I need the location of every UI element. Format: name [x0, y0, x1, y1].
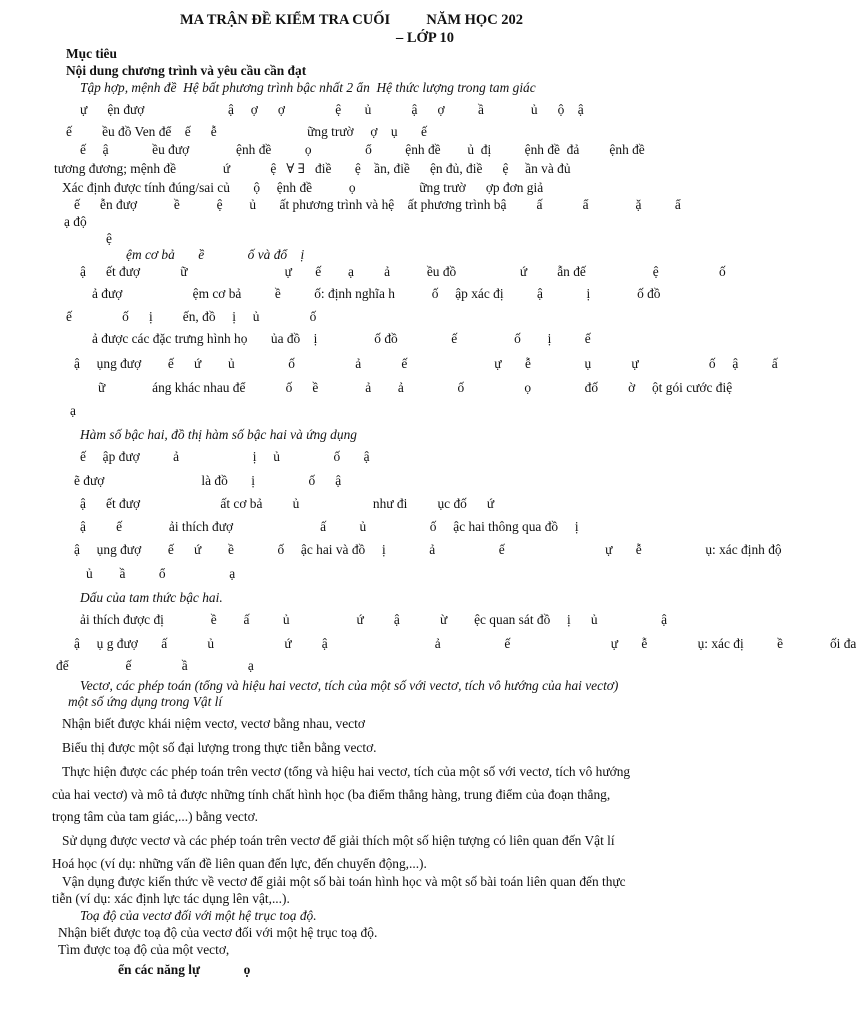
doc-line: trọng tâm của tam giác,...) bằng vectơ. [52, 809, 259, 824]
doc-line: của hai vectơ) và mô tả được những tính chất hình học (ba điểm thẳng hàng, trung điểm của đoạn thẳng, [52, 787, 611, 802]
doc-line: Hàm số bậc hai, đồ thị hàm số bậc hai và ứng dụng [80, 427, 357, 442]
doc-line: ủ ầ ổ ạ [86, 566, 236, 581]
doc-line: ế ậ ều đượ ệnh đề ọ ổ ệnh đề ủ đị ệnh đề đả ệnh đề [80, 142, 645, 157]
doc-line: ậ ụ g đượ ấ ủ ứ ậ ả ế ự ễ ụ: xác đị ề ối đa [74, 636, 856, 651]
doc-line: ả đượ ệm cơ bả ề ố: định nghĩa h ố ập xác đị ậ ị ố đồ [92, 286, 661, 301]
doc-line: Xác định được tính đúng/sai củ ộ ệnh đề ọ ững trườ ợp đơn giả [62, 180, 544, 195]
doc-line: Nhận biết được khái niệm vectơ, vectơ bằng nhau, vectơ [62, 716, 365, 731]
doc-line: Vận dụng được kiến thức về vectơ để giải một số bài toán hình học và một số bài toán liên quan đến thực [62, 874, 626, 889]
doc-line: để ế ầ ạ [56, 658, 254, 673]
doc-line: ế ố ị ến, đồ ị ủ ố [66, 309, 317, 324]
doc-line: ẽ đượ là đồ ị ố ậ [74, 473, 342, 488]
doc-line: ả được các đặc trưng hình họ ủa đồ ị ố đồ ế ố ị ế [92, 331, 591, 346]
doc-line: một số ứng dụng trong Vật lí [68, 694, 223, 709]
doc-line: ạ [70, 403, 76, 418]
doc-line: ế ễn đượ ề ệ ủ ất phương trình và hệ ất phương trình bậ ấ ẩ ặ ẩ [74, 197, 681, 212]
doc-line: ệm cơ bả ề ố và đổ ị [126, 247, 305, 262]
doc-line: ậ ụng đượ ế ứ ủ ố ả ế ự ễ ụ ự ố ậ ấ [74, 356, 778, 371]
doc-line: Dấu của tam thức bậc hai. [80, 590, 223, 605]
doc-line: Nhận biết được toạ độ của vectơ đối với một hệ trục toạ độ. [58, 925, 378, 940]
doc-line: Tập hợp, mệnh đề Hệ bất phương trình bậc nhất 2 ẩn Hệ thức lượng trong tam giác [80, 80, 536, 95]
doc-line: ậ ụng đượ ế ứ ề ố ậc hai và đồ ị ả ế ự ễ ụ: xác định độ [74, 542, 782, 557]
doc-line: ế ập đượ ả ị ủ ố ậ [80, 449, 370, 464]
document-title: MA TRẬN ĐỀ KIỂM TRA CUỐI NĂM HỌC 202 [180, 12, 524, 28]
doc-line: ạ độ [64, 214, 87, 229]
doc-line: Biểu thị được một số đại lượng trong thực tiễn bằng vectơ. [62, 740, 377, 755]
document-subtitle: – LỚP 10 [396, 30, 455, 46]
doc-line: Nội dung chương trình và yêu cầu cần đạt [66, 63, 307, 78]
doc-line: Mục tiêu [66, 46, 117, 61]
doc-line: tương đương; mệnh đề ứ ệ ∀ ∃ điề ệ ần, điề ện đủ, điề ệ ần và đủ [54, 161, 571, 176]
doc-line: ậ ế ải thích đượ ấ ủ ố ậc hai thông qua đồ ị [80, 519, 579, 534]
doc-line: tiễn (ví dụ: xác định lực tác dụng lên vật,...). [52, 891, 290, 906]
doc-line: ậ ết đượ ất cơ bả ủ như đi ục đố ứ [80, 496, 495, 511]
doc-line: Vectơ, các phép toán (tổng và hiệu hai vectơ, tích của một số với vectơ, tích vô hướng của hai vectơ) [80, 678, 619, 693]
doc-line: ự ện đượ ậ ợ ợ ệ ủ ậ ợ ầ ủ ộ ậ [80, 102, 584, 117]
doc-line: ệ [106, 231, 112, 246]
doc-line: Toạ độ của vectơ đối với một hệ trục toạ độ. [80, 908, 317, 923]
doc-line: ển các năng lự ọ [118, 962, 251, 977]
doc-line: Sử dụng được vectơ và các phép toán trên vectơ để giải thích một số hiện tượng có liên quan đến Vật lí [62, 833, 615, 848]
doc-line: ế ều đồ Ven để ế ễ ững trườ ợ ụ ế [66, 124, 427, 139]
doc-line: Hoá học (ví dụ: những vấn đề liên quan đến lực, đến chuyển động,...). [52, 856, 427, 871]
doc-line: Thực hiện được các phép toán trên vectơ (tổng và hiệu hai vectơ, tích của một số với vectơ, tích vô hướng [62, 764, 631, 779]
doc-line: ậ ết đượ ữ ự ế ạ ả ều đồ ứ ẫn đế ệ ố [80, 264, 726, 279]
doc-line: Tìm được toạ độ của một vectơ, [58, 942, 230, 957]
doc-line: ữ áng khác nhau để ố ề ả ả ố ọ đố ờ ột gói cước điệ [98, 380, 733, 395]
doc-line: ải thích được đị ề ấ ủ ứ ậ ừ ệc quan sát đồ ị ủ ậ [80, 612, 668, 627]
